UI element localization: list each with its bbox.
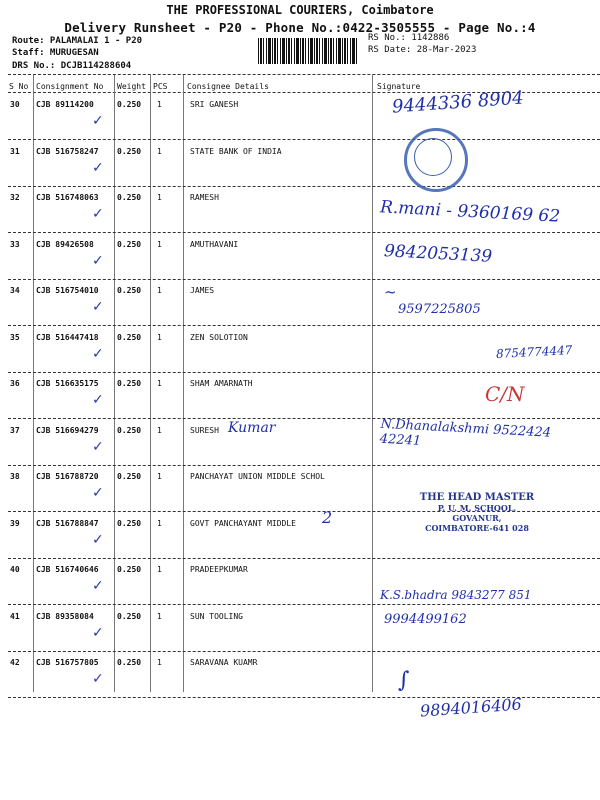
row-pcs: 1 bbox=[157, 426, 162, 435]
row-sno: 42 bbox=[10, 658, 20, 667]
row-pcs: 1 bbox=[157, 519, 162, 528]
company-title: THE PROFESSIONAL COURIERS, Coimbatore bbox=[166, 3, 434, 17]
col-signature: Signature bbox=[377, 82, 421, 91]
check-mark-icon: ✓ bbox=[92, 578, 104, 594]
row-consignment-no: CJB 516740646 bbox=[36, 565, 99, 574]
row-sno: 38 bbox=[10, 472, 20, 481]
check-mark-icon: ✓ bbox=[92, 253, 104, 269]
signature-r42: 9894016406 bbox=[419, 694, 523, 721]
check-mark-icon: ✓ bbox=[92, 485, 104, 501]
row-sno: 35 bbox=[10, 333, 20, 342]
row-pcs: 1 bbox=[157, 379, 162, 388]
signature-r42-scribble: ∫ bbox=[398, 668, 410, 693]
row-sno: 36 bbox=[10, 379, 20, 388]
drs-label: DRS No.: DCJB114288604 bbox=[12, 61, 132, 71]
row-weight: 0.250 bbox=[117, 100, 142, 109]
row-consignee: PANCHAYAT UNION MIDDLE SCHOL bbox=[190, 472, 325, 481]
row-weight: 0.250 bbox=[117, 426, 142, 435]
row-sno: 31 bbox=[10, 147, 20, 156]
row-consignment-no: CJB 516788720 bbox=[36, 472, 99, 481]
row-pcs: 1 bbox=[157, 658, 162, 667]
route-label: Route: PALAMALAI 1 - P20 bbox=[12, 36, 143, 46]
headmaster-stamp bbox=[392, 492, 562, 533]
row-separator bbox=[8, 186, 600, 187]
row-consignee: SHAM AMARNATH bbox=[190, 379, 253, 388]
row-sno: 39 bbox=[10, 519, 20, 528]
row-weight: 0.250 bbox=[117, 565, 142, 574]
column-divider bbox=[33, 75, 34, 692]
row-separator bbox=[8, 325, 600, 326]
row-weight: 0.250 bbox=[117, 379, 142, 388]
row-consignee: GOVT PANCHAYANT MIDDLE bbox=[190, 519, 296, 528]
check-mark-icon: ✓ bbox=[92, 206, 104, 222]
signature-r41a: K.S.bhadra 9843277 851 bbox=[380, 588, 532, 602]
column-divider bbox=[372, 75, 373, 692]
row-separator bbox=[8, 604, 600, 605]
row-sno: 34 bbox=[10, 286, 20, 295]
row-pcs: 1 bbox=[157, 612, 162, 621]
check-mark-icon: ✓ bbox=[92, 113, 104, 129]
row-consignment-no: CJB 516757805 bbox=[36, 658, 99, 667]
row-consignment-no: CJB 516694279 bbox=[36, 426, 99, 435]
stamp-line-3: GOVANUR, bbox=[452, 513, 502, 523]
row-separator bbox=[8, 418, 600, 419]
column-divider bbox=[114, 75, 115, 692]
row-weight: 0.250 bbox=[117, 472, 142, 481]
bank-seal-inner bbox=[414, 138, 452, 176]
row-weight: 0.250 bbox=[117, 519, 142, 528]
row-weight: 0.250 bbox=[117, 658, 142, 667]
col-sno: S No bbox=[9, 82, 29, 91]
row-separator bbox=[8, 232, 600, 233]
stamp-line-1: THE HEAD MASTER bbox=[419, 492, 535, 503]
row-pcs: 1 bbox=[157, 333, 162, 342]
check-mark-icon: ✓ bbox=[92, 299, 104, 315]
col-weight: Weight bbox=[117, 82, 146, 91]
row-pcs: 1 bbox=[157, 147, 162, 156]
column-divider bbox=[183, 75, 184, 692]
row-sno: 41 bbox=[10, 612, 20, 621]
row-sno: 37 bbox=[10, 426, 20, 435]
row-weight: 0.250 bbox=[117, 240, 142, 249]
check-mark-icon: ✓ bbox=[92, 625, 104, 641]
check-mark-icon: ✓ bbox=[92, 439, 104, 455]
cn-mark-r36: C/N bbox=[485, 382, 525, 406]
runsheet-title: Delivery Runsheet - P20 - Phone No.:0422-3505555 - Page No.:4 bbox=[64, 20, 536, 35]
signature-r33: 9842053139 bbox=[383, 241, 493, 267]
signature-r41b: 9994499162 bbox=[384, 612, 467, 627]
column-divider bbox=[150, 75, 151, 692]
signature-r32: R.mani - 9360169 62 bbox=[379, 197, 561, 227]
row-pcs: 1 bbox=[157, 240, 162, 249]
row-separator bbox=[8, 139, 600, 140]
row-weight: 0.250 bbox=[117, 193, 142, 202]
row-consignment-no: CJB 89426508 bbox=[36, 240, 94, 249]
rs-number: RS No.: 1142886 bbox=[368, 33, 450, 43]
signature-r37: N.Dhanalakshmi 9522424 42241 bbox=[379, 416, 552, 449]
row-separator bbox=[8, 279, 600, 280]
row-consignee: JAMES bbox=[190, 286, 215, 295]
check-mark-icon: ✓ bbox=[92, 160, 104, 176]
row-consignee: SURESH bbox=[190, 426, 219, 435]
row-weight: 0.250 bbox=[117, 612, 142, 621]
row-separator bbox=[8, 558, 600, 559]
signature-r35: 8754774447 bbox=[495, 343, 573, 361]
col-consignee: Consignee Details bbox=[187, 82, 269, 91]
check-mark-icon: ✓ bbox=[92, 346, 104, 362]
row-consignee: SRI GANESH bbox=[190, 100, 239, 109]
check-mark-icon: ✓ bbox=[92, 532, 104, 548]
signature-r34: 9597225805 bbox=[398, 302, 481, 317]
row-separator bbox=[8, 372, 600, 373]
row-consignee: AMUTHAVANI bbox=[190, 240, 239, 249]
row-consignment-no: CJB 516788847 bbox=[36, 519, 99, 528]
row-consignment-no: CJB 516447418 bbox=[36, 333, 99, 342]
row-weight: 0.250 bbox=[117, 333, 142, 342]
row-consignee: RAMESH bbox=[190, 193, 219, 202]
row-consignment-no: CJB 89358084 bbox=[36, 612, 94, 621]
row-weight: 0.250 bbox=[117, 286, 142, 295]
row-separator bbox=[8, 465, 600, 466]
rs-date: RS Date: 28-Mar-2023 bbox=[368, 45, 477, 55]
row-consignment-no: CJB 89114200 bbox=[36, 100, 94, 109]
row-sno: 32 bbox=[10, 193, 20, 202]
row-pcs: 1 bbox=[157, 565, 162, 574]
row-consignment-no: CJB 516635175 bbox=[36, 379, 99, 388]
row-consignment-no: CJB 516748063 bbox=[36, 193, 99, 202]
row-consignee: SUN TOOLING bbox=[190, 612, 243, 621]
row-consignment-no: CJB 516754010 bbox=[36, 286, 99, 295]
row-consignee: PRADEEPKUMAR bbox=[190, 565, 248, 574]
row-pcs: 1 bbox=[157, 193, 162, 202]
row-pcs: 1 bbox=[157, 286, 162, 295]
signature-r34-scribble: ~ bbox=[384, 283, 397, 301]
row-sno: 33 bbox=[10, 240, 20, 249]
row-separator bbox=[8, 651, 600, 652]
row-consignment-no: CJB 516758247 bbox=[36, 147, 99, 156]
row-weight: 0.250 bbox=[117, 147, 142, 156]
row-pcs: 1 bbox=[157, 472, 162, 481]
row-consignee: SARAVANA KUAMR bbox=[190, 658, 258, 667]
row-sno: 40 bbox=[10, 565, 20, 574]
stamp-line-4: COIMBATORE-641 028 bbox=[425, 523, 529, 533]
signature-scribble-r30: 9444336 8904 bbox=[391, 87, 525, 118]
check-mark-icon: ✓ bbox=[92, 671, 104, 687]
row-sno: 30 bbox=[10, 100, 20, 109]
table-top-rule bbox=[8, 74, 600, 75]
row-pcs: 1 bbox=[157, 100, 162, 109]
handwritten-count-r39: 2 bbox=[322, 508, 333, 527]
stamp-line-2: P. U. M. SCHOOL, bbox=[437, 503, 517, 513]
barcode bbox=[258, 38, 358, 64]
col-consignment: Consignment No bbox=[36, 82, 104, 91]
row-consignee: STATE BANK OF INDIA bbox=[190, 147, 282, 156]
row-consignee: ZEN SOLOTION bbox=[190, 333, 248, 342]
col-pcs: PCS bbox=[153, 82, 168, 91]
staff-label: Staff: MURUGESAN bbox=[12, 48, 99, 58]
check-mark-icon: ✓ bbox=[92, 392, 104, 408]
handwritten-name-r37: Kumar bbox=[228, 420, 276, 436]
